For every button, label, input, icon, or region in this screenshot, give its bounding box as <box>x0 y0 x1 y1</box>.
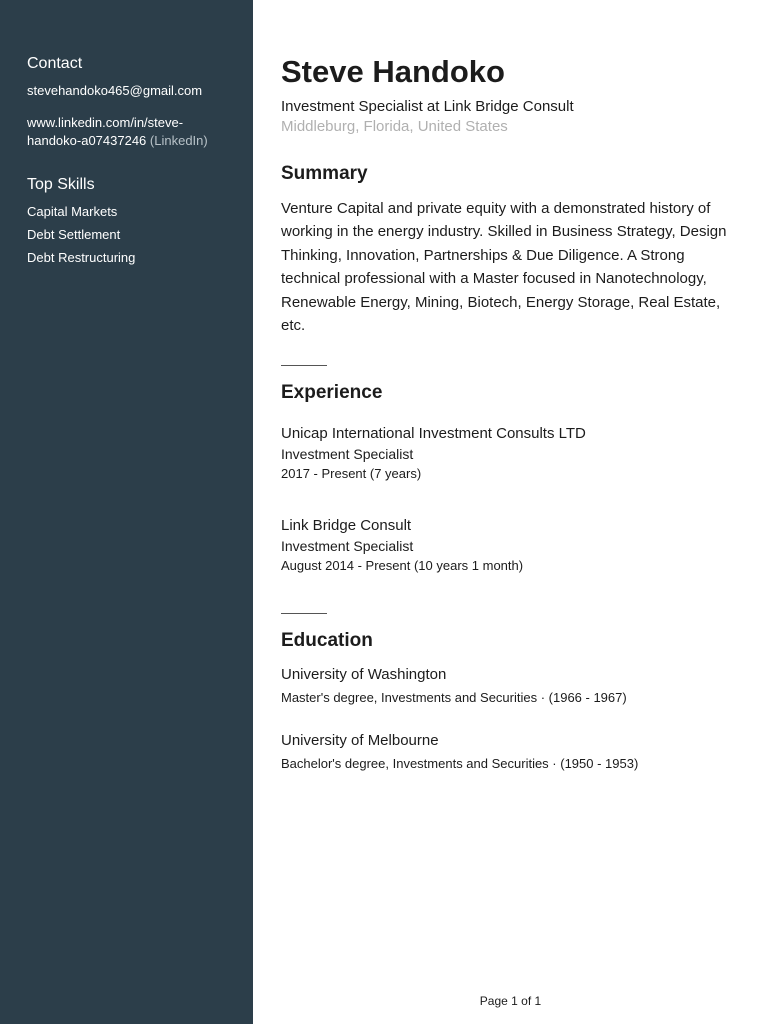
skill-item: Debt Restructuring <box>27 250 136 265</box>
skill-item: Capital Markets <box>27 204 118 219</box>
page-number: Page 1 of 1 <box>479 994 542 1008</box>
company-name: Unicap International Investment Consults LTD <box>281 425 586 442</box>
location: Middleburg, Florida, United States <box>281 118 508 135</box>
contact-heading: Contact <box>27 55 83 72</box>
experience-entry <box>281 424 751 482</box>
headline: Investment Specialist at Link Bridge Consult <box>281 98 574 115</box>
education-heading: Education <box>281 630 373 651</box>
job-dates: 2017 - Present (7 years) <box>281 466 422 481</box>
degree-info: Bachelor's degree, Investments and Securities · (1950 - 1953) <box>281 756 639 771</box>
skills-list <box>27 203 135 272</box>
contact-linkedin[interactable] <box>27 114 237 150</box>
linkedin-url[interactable]: www.linkedin.com/in/steve-handoko-a07437246 <box>27 115 184 148</box>
degree-info: Master's degree, Investments and Securities · (1966 - 1967) <box>281 690 627 705</box>
school-name: University of Washington <box>281 666 447 683</box>
section-divider <box>281 613 327 614</box>
contact-email[interactable]: stevehandoko465@gmail.com <box>27 83 203 98</box>
experience-heading: Experience <box>281 382 383 403</box>
job-dates: August 2014 - Present (10 years 1 month) <box>281 558 524 573</box>
education-entry <box>281 731 751 772</box>
section-divider <box>281 365 327 366</box>
summary-heading: Summary <box>281 163 368 184</box>
sidebar <box>0 0 253 1024</box>
job-role: Investment Specialist <box>281 538 414 554</box>
person-name: Steve Handoko <box>281 54 505 89</box>
linkedin-label: (LinkedIn) <box>149 133 208 148</box>
skills-heading: Top Skills <box>27 176 95 193</box>
company-name: Link Bridge Consult <box>281 517 412 534</box>
summary-text: Venture Capital and private equity with a demonstrated history of working in the energy industry. Skilled in Business Strategy, Design Thinking, Innovation, Partnerships & Due Diligence. A Strong technical professional with a Master focused in Nanotechnology, Renewable Energy, Mining, Biotech, Energy Storage, Real Estate, etc. <box>281 200 727 335</box>
job-role: Investment Specialist <box>281 446 414 462</box>
school-name: University of Melbourne <box>281 732 439 749</box>
experience-entry <box>281 516 751 574</box>
skill-item: Debt Settlement <box>27 227 121 242</box>
education-entry <box>281 665 751 706</box>
